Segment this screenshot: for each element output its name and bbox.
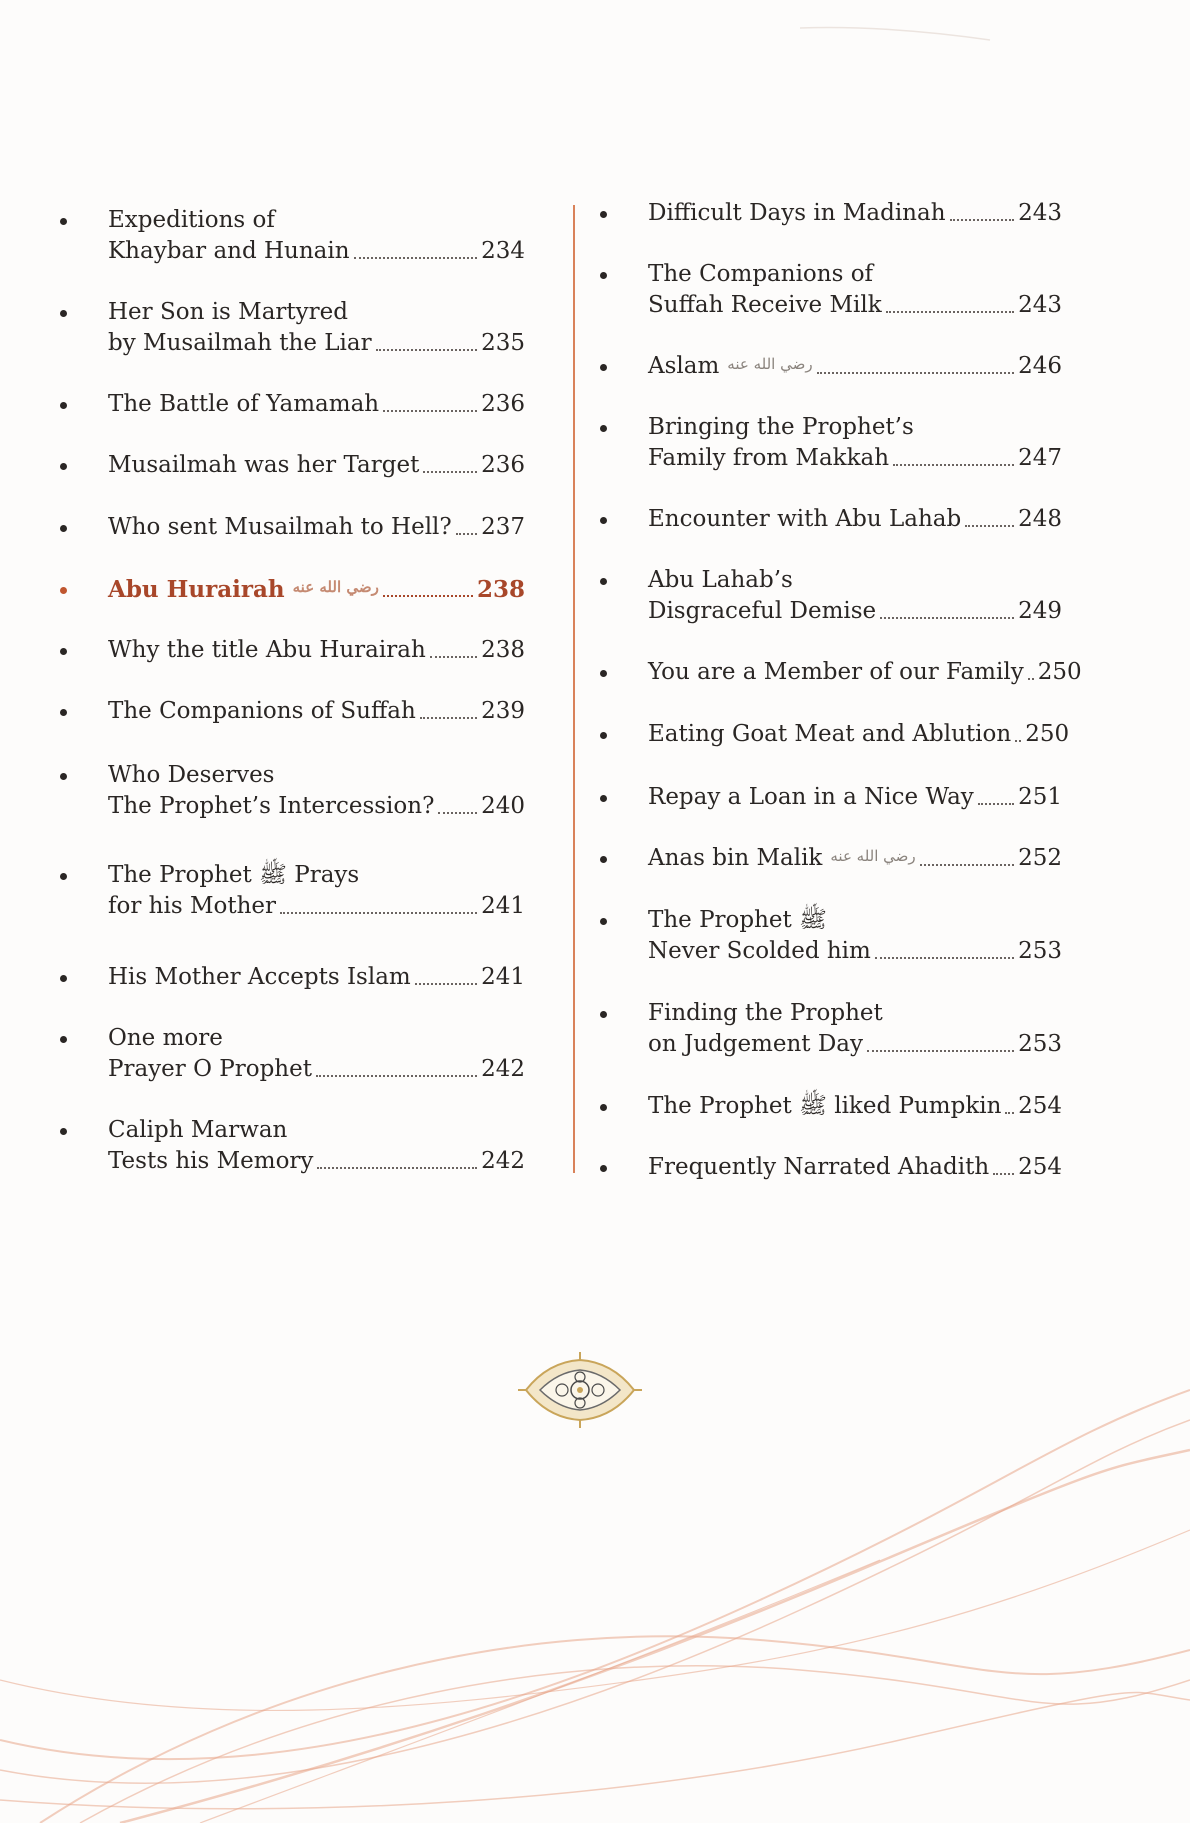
toc-entry-text [648,198,1062,229]
bullet-icon [600,856,607,863]
dot-leader [880,617,1014,619]
dot-leader [867,1050,1014,1052]
toc-entry-text [648,657,1082,688]
toc-entry-text [108,635,525,666]
bullet-icon [600,918,607,925]
toc-entry-title: The Battle of Yamamah [108,391,380,417]
bullet-icon [60,463,67,470]
dot-leader [978,803,1014,805]
toc-entry-title: Encounter with Abu Lahab [648,506,962,532]
toc-entry-text [108,574,525,605]
toc-entry-title: Expeditions of [108,207,275,233]
toc-entry-text [648,259,1062,321]
bullet-icon [60,975,67,982]
dot-leader [376,349,478,351]
page-number: 242 [481,1056,525,1082]
decorative-swirl [0,1380,1190,1823]
toc-entry-title: Bringing the Prophet’s [648,414,914,440]
toc-entry-title: on Judgement Day [648,1031,863,1057]
dot-leader [886,311,1014,313]
bullet-icon [600,272,607,279]
page-number: 236 [481,391,525,417]
toc-entry-text [648,412,1062,474]
toc-entry-title: Abu Hurairah [108,576,285,603]
bullet-icon [600,578,607,585]
bullet-icon [60,709,67,716]
page-number: 238 [476,576,525,603]
honorific-glyph: رضي الله عنه [727,355,813,373]
toc-entry-text [648,565,1062,627]
toc-entry-title: Finding the Prophet [648,1000,883,1026]
dot-leader [1028,678,1034,680]
toc-entry-title: His Mother Accepts Islam [108,964,411,990]
dot-leader [1015,740,1021,742]
honorific-glyph: رضي الله عنه [830,847,916,865]
page-number: 242 [481,1148,525,1174]
toc-entry-title: The Prophet ﷺ [648,907,827,933]
page-number: 238 [481,637,525,663]
dot-leader [383,410,477,412]
toc-entry-title: Abu Lahab’s [648,567,793,593]
toc-entry-title: The Prophet ﷺ Prays [108,862,360,888]
toc-entry-title: Family from Makkah [648,445,890,471]
bullet-icon [60,1036,67,1043]
dot-leader [993,1173,1014,1175]
page-number: 253 [1018,1031,1062,1057]
page-number: 239 [481,698,525,724]
bullet-icon [60,773,67,780]
dot-leader [280,912,477,914]
honorific-glyph: رضي الله عنه [292,578,379,596]
dot-leader [415,983,477,985]
bullet-icon [60,218,67,225]
toc-entry-text [108,297,525,359]
toc-entry-title: Tests his Memory [108,1148,314,1174]
toc-entry-title: Why the title Abu Hurairah [108,637,426,663]
bullet-icon [600,670,607,677]
toc-entry-title: The Prophet’s Intercession? [108,793,435,819]
bullet-icon [600,364,607,371]
toc-entry-text [648,1091,1062,1122]
page-number: 254 [1018,1154,1062,1180]
toc-entry-title: Prayer O Prophet [108,1056,312,1082]
toc-entry-text [648,905,1062,967]
page-number: 252 [1018,845,1062,871]
toc-entry-text [108,512,525,543]
toc-entry-text [648,843,1062,874]
page-number: 249 [1018,598,1062,624]
toc-entry-text [648,998,1062,1060]
bullet-icon [60,873,67,880]
page-number: 237 [481,514,525,540]
toc-entry-title: One more [108,1025,223,1051]
toc-entry-text [108,450,525,481]
page-number: 250 [1037,659,1082,685]
page-number: 235 [481,330,525,356]
toc-entry-text [108,205,525,267]
bullet-icon [600,1011,607,1018]
toc-entry-title: You are a Member of our Family [648,659,1024,685]
toc-entry-title: Repay a Loan in a Nice Way [648,784,974,810]
toc-entry-text [648,351,1062,382]
toc-entry-title: Never Scolded him [648,938,871,964]
dot-leader [965,525,1014,527]
toc-entry-title: Her Son is Martyred [108,299,348,325]
bullet-icon [60,648,67,655]
bullet-icon [600,517,607,524]
toc-entry-title: The Companions of Suffah [108,698,416,724]
dot-leader [456,533,477,535]
toc-entry-title: Khaybar and Hunain [108,238,350,264]
dot-leader [438,812,477,814]
top-decorative-line [800,18,1000,48]
dot-leader [950,219,1015,221]
page-number: 240 [481,793,525,819]
page-number: 250 [1025,721,1070,747]
bullet-icon [600,1165,607,1172]
dot-leader [817,372,1015,374]
toc-entry-text [108,1115,525,1177]
bullet-icon [600,211,607,218]
dot-leader [383,595,473,597]
page-number: 241 [481,893,525,919]
page-number: 253 [1018,938,1062,964]
toc-entry-text [648,782,1062,813]
dot-leader [354,257,478,259]
page-number: 247 [1018,445,1062,471]
toc-entry-title: The Prophet ﷺ liked Pumpkin [648,1093,1002,1119]
bullet-icon [600,1104,607,1111]
toc-entry-text [108,962,525,993]
dot-leader [420,717,477,719]
toc-entry-title: Musailmah was her Target [108,452,420,478]
toc-entry-text [108,696,525,727]
toc-entry-text [108,760,525,822]
toc-entry-text [108,860,525,922]
page-number: 241 [481,964,525,990]
page-number: 251 [1018,784,1062,810]
toc-entry-title: Caliph Marwan [108,1117,288,1143]
page-number: 243 [1018,292,1062,318]
toc-entry-title: Who Deserves [108,762,275,788]
toc-entry-text [108,1023,525,1085]
bullet-icon [60,587,67,594]
toc-entry-title: Anas bin Malik [648,845,823,871]
dot-leader [1005,1112,1014,1114]
page-number: 246 [1018,353,1062,379]
toc-entry-title: Suffah Receive Milk [648,292,882,318]
dot-leader [893,464,1014,466]
column-divider [573,205,575,1173]
toc-entry-title: The Companions of [648,261,874,287]
page-number: 243 [1018,200,1062,226]
toc-entry-title: Difficult Days in Madinah [648,200,946,226]
toc-entry-text [648,504,1062,535]
toc-entry-text [108,389,525,420]
page-number: 248 [1018,506,1062,532]
toc-entry-title: Frequently Narrated Ahadith [648,1154,990,1180]
page-number: 254 [1018,1093,1062,1119]
bullet-icon [60,1128,67,1135]
toc-entry-title: by Musailmah the Liar [108,330,372,356]
toc-entry-text [648,719,1070,750]
dot-leader [317,1167,477,1169]
bullet-icon [600,795,607,802]
bullet-icon [600,732,607,739]
bullet-icon [600,425,607,432]
bullet-icon [60,402,67,409]
dot-leader [875,957,1014,959]
dot-leader [430,656,477,658]
toc-entry-title: Aslam [648,353,720,379]
dot-leader [316,1075,477,1077]
dot-leader [423,471,477,473]
bullet-icon [60,310,67,317]
toc-entry-title: Eating Goat Meat and Ablution [648,721,1012,747]
toc-entry-title: for his Mother [108,893,277,919]
page-number: 234 [481,238,525,264]
bullet-icon [60,525,67,532]
toc-entry-text [648,1152,1062,1183]
toc-entry-title: Disgraceful Demise [648,598,877,624]
toc-entry-title: Who sent Musailmah to Hell? [108,514,452,540]
dot-leader [920,864,1014,866]
page-number: 236 [481,452,525,478]
